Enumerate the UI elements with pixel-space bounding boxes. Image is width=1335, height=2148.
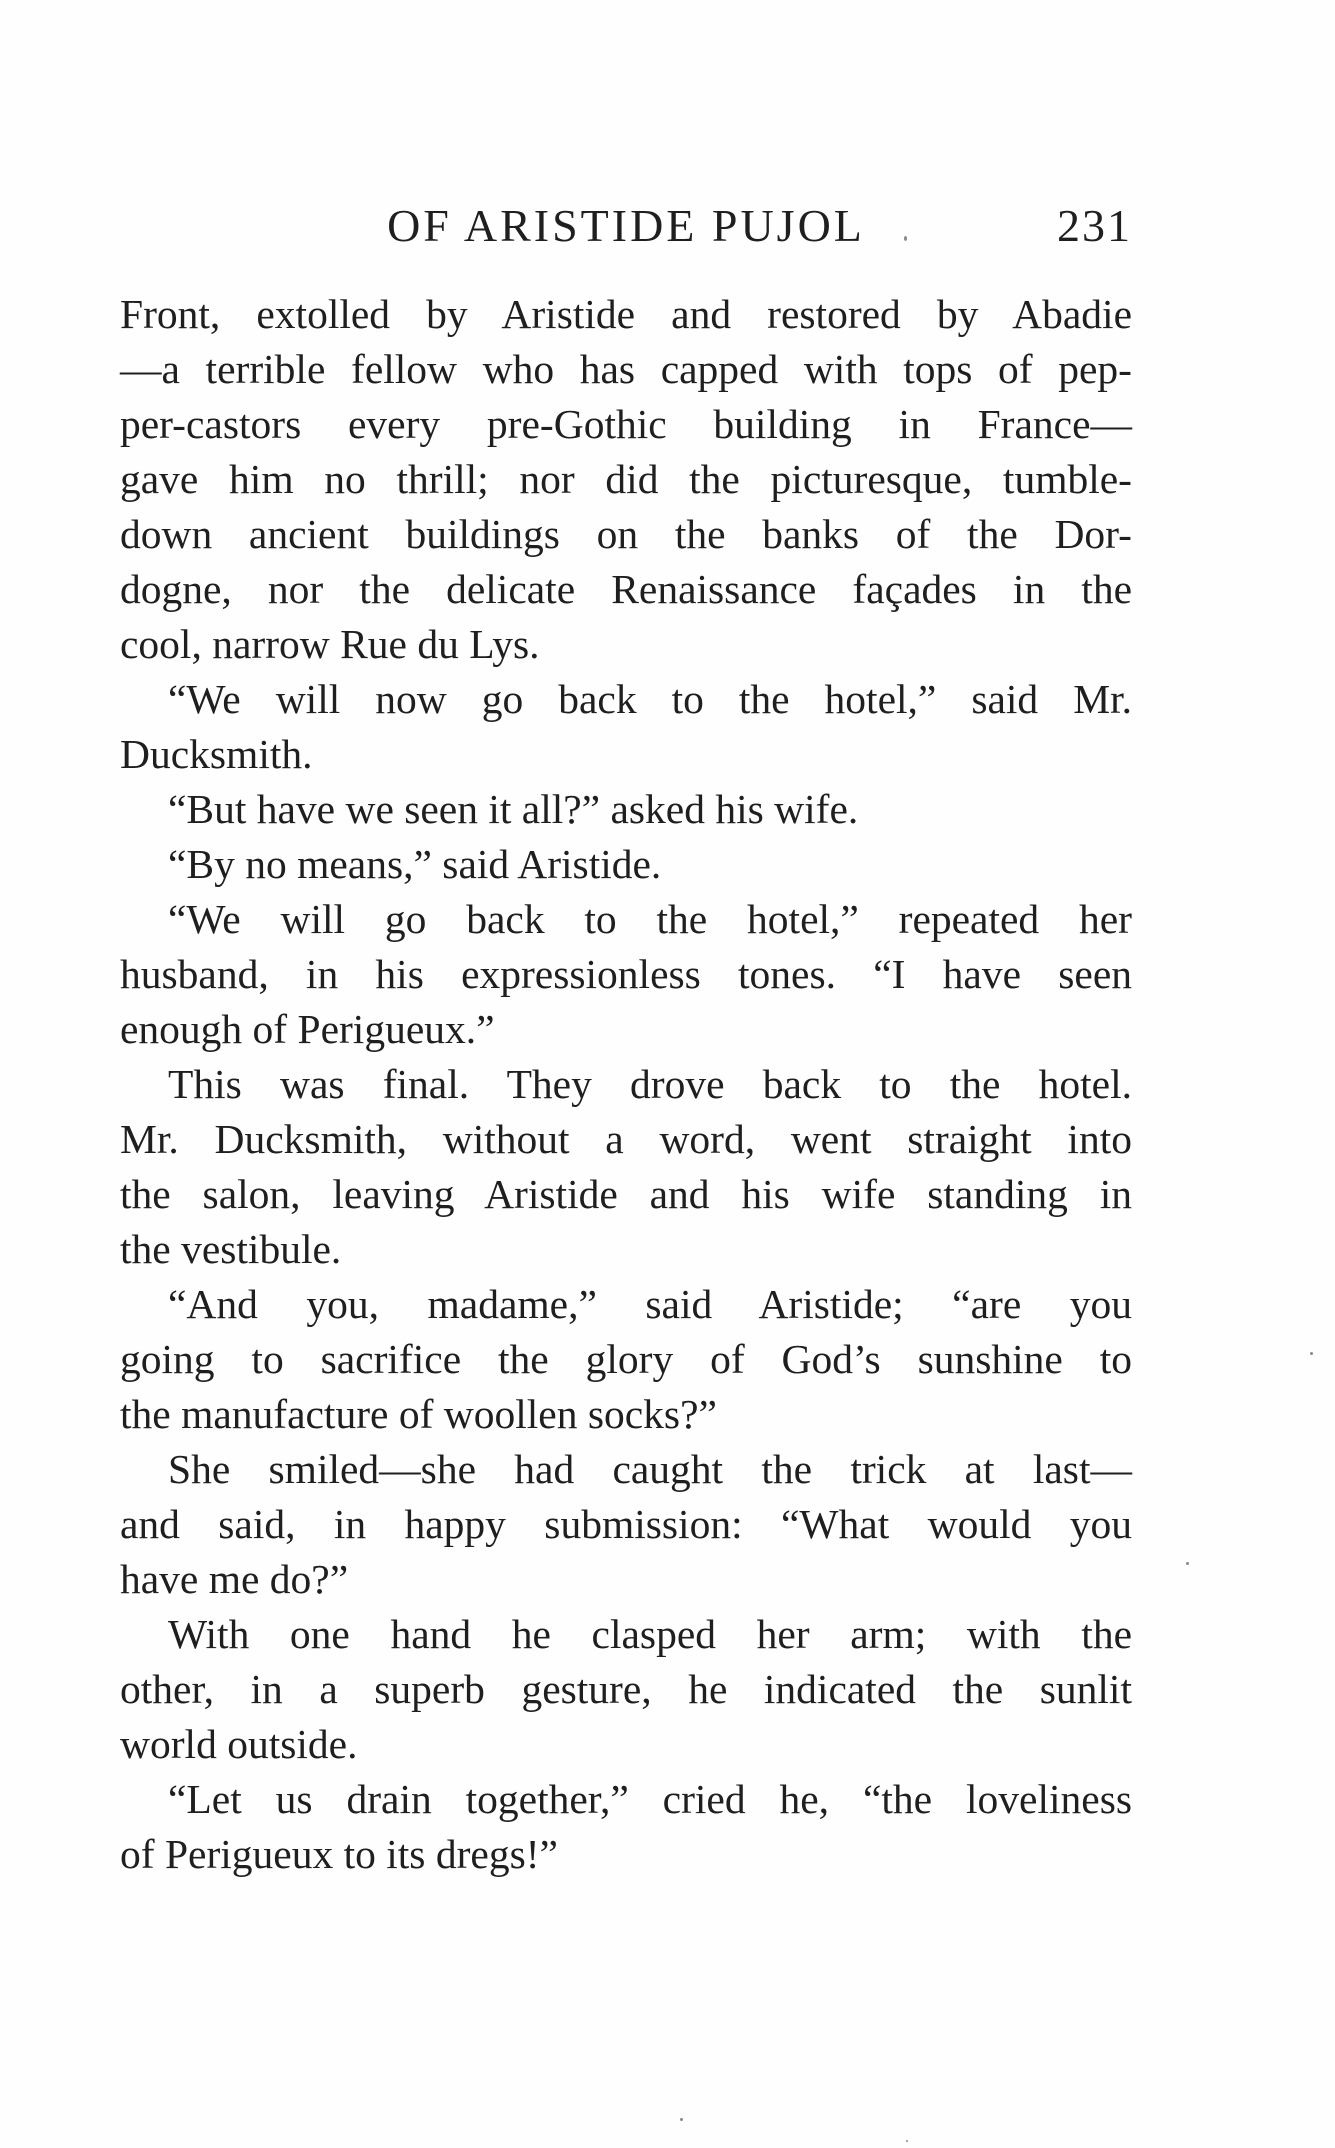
text-line: With one hand he clasped her arm; with the [168, 1611, 1132, 1657]
text-line: This was final. They drove back to the hotel. [168, 1061, 1132, 1107]
text-line: “We will now go back to the hotel,” said Mr. [168, 676, 1132, 722]
paper-speck [680, 2118, 683, 2121]
text-line: per-castors every pre-Gothic building in France— [120, 401, 1132, 447]
paper-speck [904, 236, 907, 241]
text-line: enough of Perigueux.” [120, 1006, 495, 1052]
text-line: She smiled—she had caught the trick at last— [168, 1446, 1132, 1492]
text-line: and said, in happy submission: “What would you [120, 1501, 1132, 1547]
running-head [120, 196, 1132, 256]
text-line: Mr. Ducksmith, without a word, went straight into [120, 1116, 1132, 1162]
text-line: “But have we seen it all?” asked his wife. [168, 786, 859, 832]
page-number: 231 [1057, 200, 1132, 251]
text-line: “By no means,” said Aristide. [168, 841, 662, 887]
text-line: gave him no thrill; nor did the picturesque, tumble- [120, 456, 1132, 502]
paper-speck [906, 2140, 908, 2142]
text-line: Ducksmith. [120, 731, 313, 777]
paper-speck [1310, 1352, 1313, 1355]
text-line: the manufacture of woollen socks?” [120, 1391, 717, 1437]
paper-speck [1186, 1562, 1189, 1565]
text-line: “We will go back to the hotel,” repeated her [168, 896, 1132, 942]
text-line: “And you, madame,” said Aristide; “are you [168, 1281, 1132, 1327]
text-line: down ancient buildings on the banks of the Dor- [120, 511, 1132, 557]
text-line: other, in a superb gesture, he indicated the sunlit [120, 1666, 1132, 1712]
text-line: —a terrible fellow who has capped with tops of pep- [120, 346, 1132, 392]
text-line: going to sacrifice the glory of God’s sunshine to [120, 1336, 1132, 1382]
text-line: the salon, leaving Aristide and his wife standing in [120, 1171, 1132, 1217]
text-line: of Perigueux to its dregs!” [120, 1831, 558, 1877]
body-text [120, 287, 1132, 1882]
text-line: cool, narrow Rue du Lys. [120, 621, 540, 667]
running-title: OF ARISTIDE PUJOL [387, 200, 865, 251]
text-line: Front, extolled by Aristide and restored by Abadie [120, 291, 1132, 337]
text-line: “Let us drain together,” cried he, “the loveliness [168, 1776, 1132, 1822]
text-line: dogne, nor the delicate Renaissance façades in the [120, 566, 1132, 612]
text-line: have me do?” [120, 1556, 349, 1602]
text-line: husband, in his expressionless tones. “I have seen [120, 951, 1132, 997]
text-line: world outside. [120, 1721, 358, 1767]
text-line: the vestibule. [120, 1226, 342, 1272]
